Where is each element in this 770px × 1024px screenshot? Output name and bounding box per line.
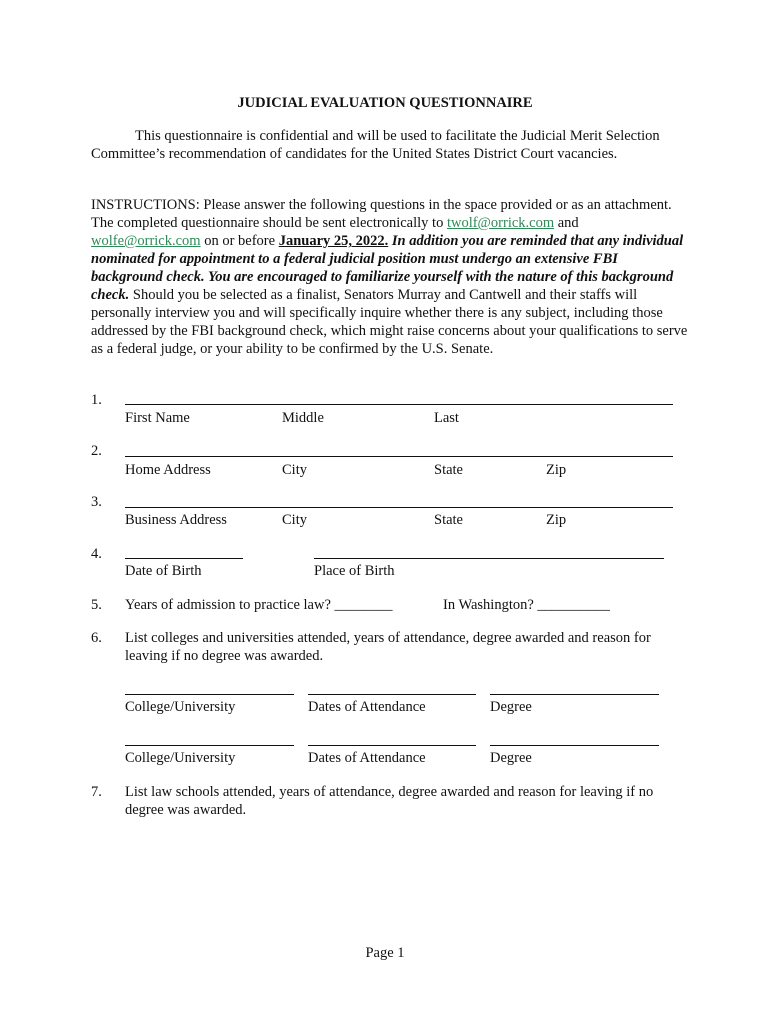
degree-label-1: Degree — [490, 699, 532, 715]
question-4-number: 4. — [91, 546, 102, 562]
dates-label-2: Dates of Attendance — [308, 750, 426, 766]
question-2-number: 2. — [91, 443, 102, 459]
question-7-number: 7. — [91, 784, 102, 800]
page-number: Page 1 — [365, 945, 405, 961]
question-6-number: 6. — [91, 630, 102, 646]
question-5-number: 5. — [91, 597, 102, 613]
place-of-birth-line[interactable] — [314, 558, 664, 559]
business-address-line[interactable] — [125, 507, 673, 508]
admission-years-field[interactable]: Years of admission to practice law? ________ — [125, 597, 393, 613]
middle-name-label: Middle — [282, 410, 324, 426]
business-state-label: State — [434, 512, 463, 528]
home-city-label: City — [282, 462, 307, 478]
degree-line-2[interactable] — [490, 745, 659, 746]
washington-admission-field[interactable]: In Washington? __________ — [443, 597, 610, 613]
dates-line-2[interactable] — [308, 745, 476, 746]
question-6-text: List colleges and universities attended, years of attendance, degree awarded and reason for leaving if no degree was awarded. — [125, 630, 651, 664]
name-line[interactable] — [125, 404, 673, 405]
business-address-label: Business Address — [125, 512, 227, 528]
dates-line-1[interactable] — [308, 694, 476, 695]
college-label-1: College/University — [125, 699, 236, 715]
instructions-lead: INSTRUCTIONS: Please answer the following questions in the space provided or as an attachment. The completed questionnaire should be sent electronically to — [91, 197, 672, 231]
instructions-paragraph — [91, 196, 691, 358]
instructions-rest: Should you be selected as a finalist, Senators Murray and Cantwell and their staffs will personally interview you and will specifically inquire whether there is any subject, including those addressed by the FBI background check, which might raise concerns about your qualifications to serve as a federal judge, or your ability to be confirmed by the U.S. Senate. — [91, 287, 688, 357]
deadline-date: January 25, 2022. — [278, 233, 389, 249]
last-name-label: Last — [434, 410, 459, 426]
email-link-wolfe[interactable]: wolfe@orrick.com — [91, 233, 201, 249]
home-address-line[interactable] — [125, 456, 673, 457]
fbi-notice: In addition you are reminded that any individual nominated for appointment to a federal judicial position must undergo an extensive FBI background check. You are encouraged to familiarize yourself with the nature of this background check. — [91, 233, 684, 303]
document-title: JUDICIAL EVALUATION QUESTIONNAIRE — [237, 95, 533, 111]
business-city-label: City — [282, 512, 307, 528]
email-link-twolf[interactable]: twolf@orrick.com — [446, 215, 555, 231]
college-line-1[interactable] — [125, 694, 294, 695]
instructions-before: on or before — [200, 233, 279, 249]
home-zip-label: Zip — [546, 462, 567, 478]
degree-label-2: Degree — [490, 750, 532, 766]
question-1-number: 1. — [91, 392, 102, 408]
business-zip-label: Zip — [546, 512, 567, 528]
intro-paragraph — [91, 127, 691, 163]
college-line-2[interactable] — [125, 745, 294, 746]
degree-line-1[interactable] — [490, 694, 659, 695]
college-label-2: College/University — [125, 750, 236, 766]
home-address-label: Home Address — [125, 462, 211, 478]
date-of-birth-line[interactable] — [125, 558, 243, 559]
first-name-label: First Name — [125, 410, 190, 426]
dates-label-1: Dates of Attendance — [308, 699, 426, 715]
question-3-number: 3. — [91, 494, 102, 510]
instructions-and: and — [554, 215, 579, 231]
question-7-text: List law schools attended, years of attendance, degree awarded and reason for leaving if no degree was awarded. — [125, 784, 654, 818]
home-state-label: State — [434, 462, 463, 478]
place-of-birth-label: Place of Birth — [314, 563, 395, 579]
intro-text: This questionnaire is confidential and will be used to facilitate the Judicial Merit Selection Committee’s recommendation of candidates for the United States District Court vacancies. — [91, 128, 660, 162]
date-of-birth-label: Date of Birth — [125, 563, 202, 579]
